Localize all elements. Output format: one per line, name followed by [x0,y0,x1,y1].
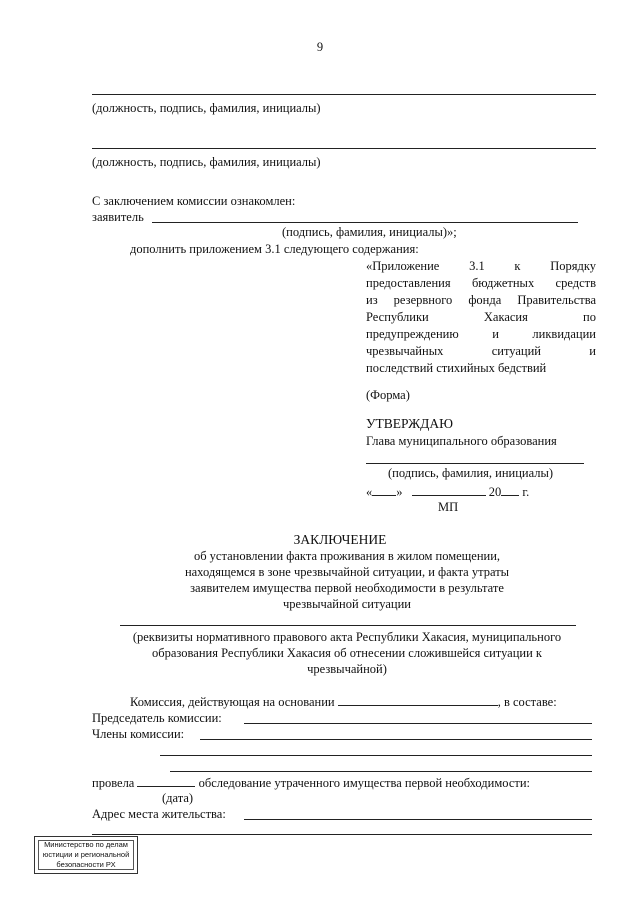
date-day-blank [372,484,396,496]
stamp-line: Министерство по делам [44,840,128,849]
seal-mark: МП [438,500,459,514]
members-label: Члены комиссии: [92,727,185,741]
page-number: 9 [316,40,324,54]
commission-basis-prefix: Комиссия, действующая на основании [130,695,335,709]
appendix-line: из резервного фонда Правительства [366,293,596,307]
members-line-1 [200,739,592,740]
chairman-line [244,723,592,724]
date-month-blank [412,484,486,496]
date-year-prefix: 20 [488,485,502,499]
appendix-line: Республики Хакасия по [366,310,596,324]
requisites-line-3: чрезвычайной) [307,662,387,676]
appendix-line: предупреждению и ликвидации [366,327,596,341]
conclusion-line: чрезвычайной ситуации [283,597,411,611]
applicant-label: заявитель [92,210,144,224]
address-label: Адрес места жительства: [92,807,226,821]
approval-position: Глава муниципального образования [366,434,557,448]
approval-signature-line [366,463,584,464]
conclusion-line: об установлении факта проживания в жилом помещении, [193,549,501,563]
date-year-blank [501,484,519,496]
commission-basis-suffix: , в составе: [497,695,557,709]
approval-date [366,484,529,501]
conclusion-line: находящемся в зоне чрезвычайной ситуации, и факта утраты [184,565,510,579]
address-line-1 [244,819,592,820]
chairman-label: Председатель комиссии: [92,711,222,725]
requisites-line [120,625,576,626]
requisites-line-1: (реквизиты нормативного правового акта Республики Хакасия, муниципального [132,630,562,644]
appendix-line: чрезвычайных ситуаций и [366,344,596,358]
requisites-line-2: образования Республики Хакасия об отнесении сложившейся ситуации к [152,646,542,660]
commission-basis [130,694,557,711]
approval-title: УТВЕРЖДАЮ [366,416,454,431]
inspection-row [92,775,530,792]
members-line-2 [160,755,592,756]
appendix-header [366,258,596,377]
date-year-suffix: г. [522,485,530,499]
applicant-caption: (подпись, фамилия, инициалы)»; [282,225,457,239]
signature-line-1 [92,94,596,95]
stamp-line: безопасности РХ [56,860,116,869]
signature-line-2 [92,148,596,149]
ministry-stamp [34,836,138,874]
appendix-line: предоставления бюджетных средств [366,276,596,290]
inspection-prefix: провела [92,776,135,790]
signature-caption-2: (должность, подпись, фамилия, инициалы) [92,155,321,169]
inspection-date-blank [137,775,195,787]
acquaintance-text: С заключением комиссии ознакомлен: [92,194,296,208]
appendix-line: «Приложение 3.1 к Порядку [366,259,596,273]
commission-basis-blank [338,694,498,706]
signature-caption-1: (должность, подпись, фамилия, инициалы) [92,101,321,115]
amendment-text: дополнить приложением 3.1 следующего содержания: [130,242,419,256]
inspection-text: обследование утраченного имущества первой необходимости: [198,776,531,790]
address-line-2 [92,834,592,835]
form-label: (Форма) [366,388,410,402]
applicant-signature-line [152,222,578,223]
date-open-quote: « [366,485,373,499]
approval-caption: (подпись, фамилия, инициалы) [388,466,554,480]
appendix-line: последствий стихийных бедствий [366,361,547,375]
members-line-3 [170,771,592,772]
conclusion-title: ЗАКЛЮЧЕНИЕ [293,532,387,547]
conclusion-line: заявителем имущества первой необходимости в результате [190,581,504,595]
stamp-line: юстиции и региональной [42,850,130,859]
inspection-date-caption: (дата) [162,791,194,805]
date-close-quote: » [396,485,403,499]
